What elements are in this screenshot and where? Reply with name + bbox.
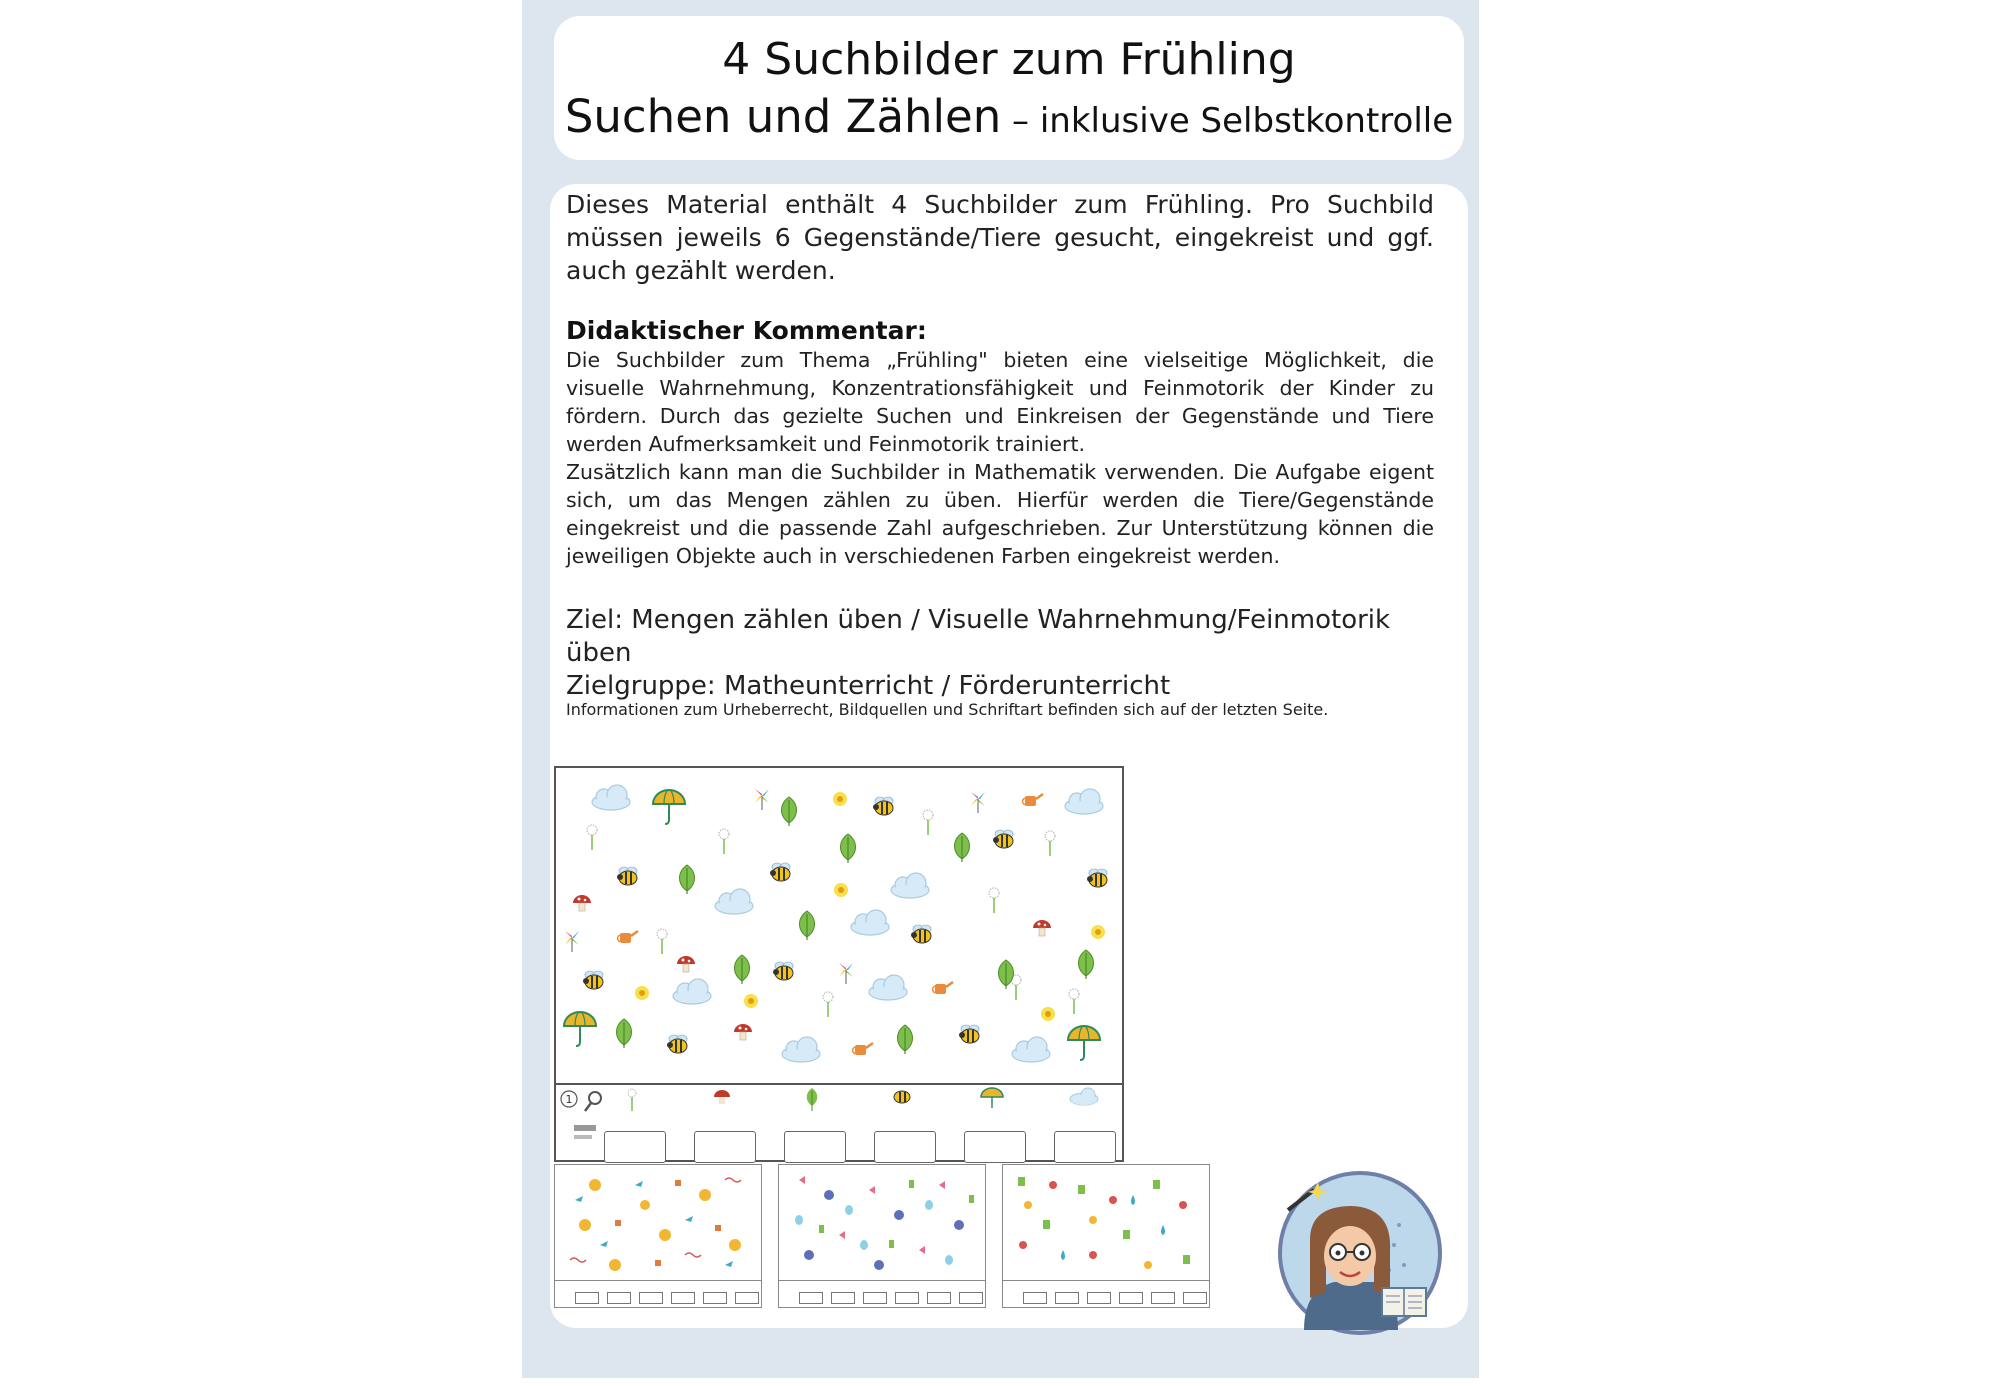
answer-box	[863, 1292, 887, 1304]
answer-box	[1055, 1292, 1079, 1304]
footnote: Informationen zum Urheberrecht, Bildquellen und Schriftart befinden sich auf der letzten Seite.	[566, 700, 1329, 719]
page-number: 1	[565, 1093, 573, 1106]
answer-box	[964, 1131, 1026, 1163]
answer-box	[639, 1292, 663, 1304]
answer-box	[735, 1292, 759, 1304]
answer-box	[607, 1292, 631, 1304]
search-scene	[556, 768, 1122, 1085]
answer-box	[1119, 1292, 1143, 1304]
answer-box	[831, 1292, 855, 1304]
thumbnail-search-picture-4	[1002, 1164, 1210, 1308]
answer-box	[895, 1292, 919, 1304]
thumbnail-4-scene	[1003, 1165, 1209, 1281]
answer-box	[671, 1292, 695, 1304]
answer-box	[1183, 1292, 1207, 1304]
answer-box	[703, 1292, 727, 1304]
comment-paragraph-2: Zusätzlich kann man die Suchbilder in Mathematik verwenden. Die Aufgabe eigent sich, um das Mengen zählen zu üben. Hierfür werden die Tiere/Gegenstände eingekreist und die passende Zahl aufgeschrieben. Zur Unterstützung können die jeweiligen Objekte auch in verschiedenen Farben eingekreist werden.	[566, 460, 1434, 568]
thumbnail-3-scene	[779, 1165, 985, 1281]
author-avatar-logo	[1274, 1170, 1446, 1336]
answer-box	[799, 1292, 823, 1304]
answer-box	[927, 1292, 951, 1304]
audience-text: Zielgruppe: Matheunterricht / Förderunterricht	[566, 671, 1171, 701]
product-page	[522, 0, 1479, 1378]
answer-box	[959, 1292, 983, 1304]
intro-text: Dieses Material enthält 4 Suchbilder zum Frühling. Pro Suchbild müssen jeweils 6 Gegenstände/Tiere gesucht, eingekreist und ggf. auch gezählt werden.	[566, 190, 1434, 285]
subtitle-main: Suchen und Zählen	[564, 90, 1002, 143]
page-title: 4 Suchbilder zum Frühling	[722, 34, 1296, 85]
answer-box	[874, 1131, 936, 1163]
answer-box	[784, 1131, 846, 1163]
thumbnail-answer-strip	[779, 1280, 985, 1307]
comment-heading: Didaktischer Kommentar:	[566, 316, 927, 345]
answer-box	[1087, 1292, 1111, 1304]
answer-strip	[556, 1085, 1122, 1160]
comment-text	[566, 346, 1434, 570]
answer-box	[575, 1292, 599, 1304]
thumbnail-search-picture-3	[778, 1164, 986, 1308]
goal-text: Ziel: Mengen zählen üben / Visuelle Wahrnehmung/Feinmotorik üben	[566, 605, 1391, 668]
thumbnail-answer-strip	[1003, 1280, 1209, 1307]
answer-box	[604, 1131, 666, 1163]
comment-paragraph-1: Die Suchbilder zum Thema „Frühling" bieten eine vielseitige Möglichkeit, die visuelle Wahrnehmung, Konzentrationsfähigkeit und Feinmotorik der Kinder zu fördern. Durch das gezielte Suchen und Einkreisen der Gegenstände und Tiere werden Aufmerksamkeit und Feinmotorik trainiert.	[566, 348, 1434, 456]
thumbnail-answer-strip	[555, 1280, 761, 1307]
subtitle-extra: – inklusive Selbstkontrolle	[1001, 101, 1454, 141]
answer-box	[1151, 1292, 1175, 1304]
thumbnail-search-picture-2	[554, 1164, 762, 1308]
answer-box	[1054, 1131, 1116, 1163]
main-search-picture	[554, 766, 1124, 1162]
answer-box	[694, 1131, 756, 1163]
page-subtitle	[554, 90, 1464, 143]
answer-box	[1023, 1292, 1047, 1304]
thumbnail-2-scene	[555, 1165, 761, 1281]
goal-block	[566, 604, 1434, 703]
title-card	[554, 16, 1464, 160]
